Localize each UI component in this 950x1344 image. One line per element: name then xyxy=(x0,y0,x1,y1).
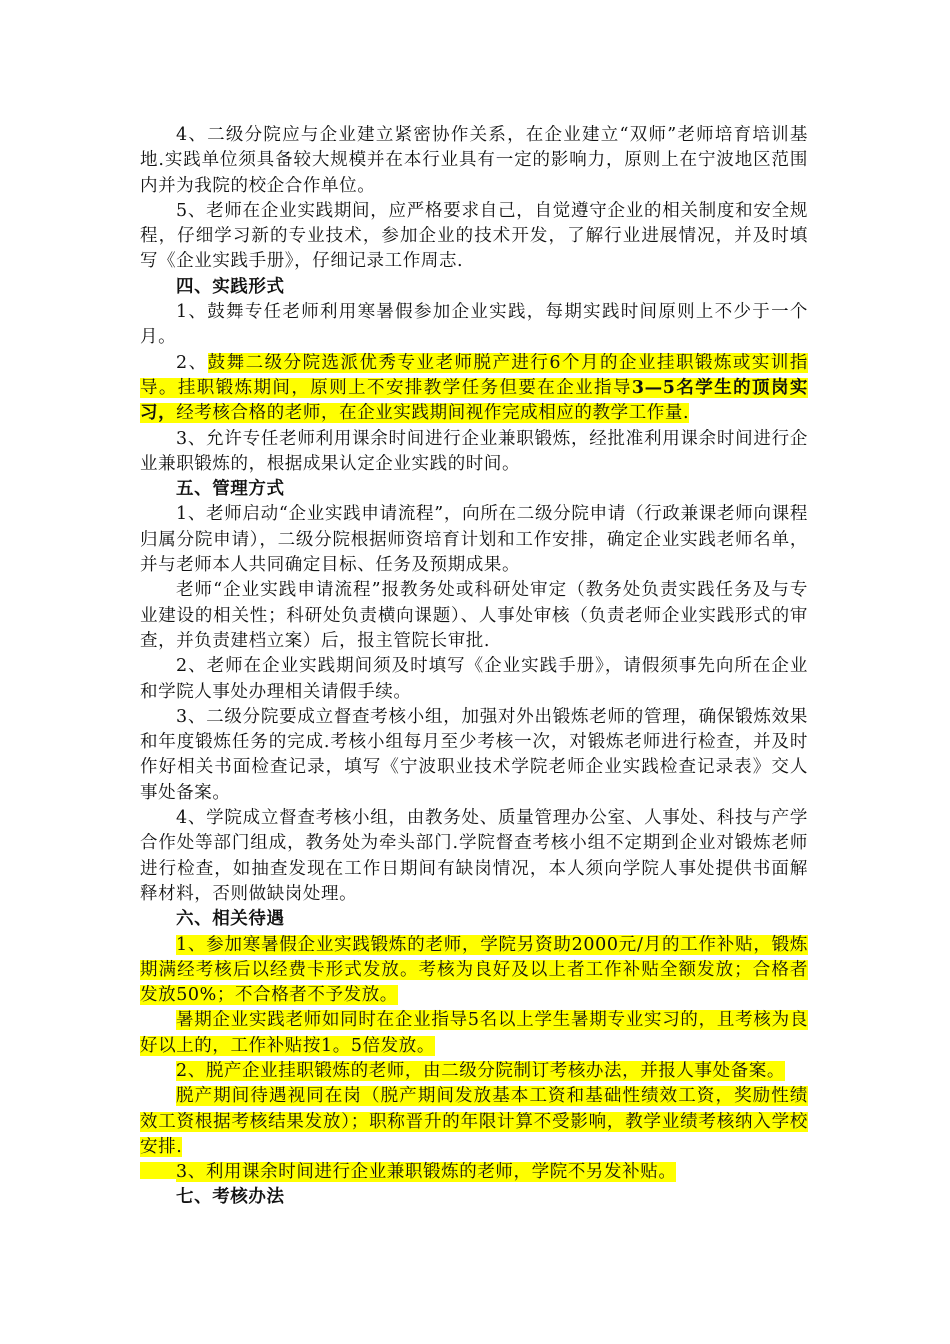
paragraph-3-5: 5、老师在企业实践期间，应严格要求自己，自觉遵守企业的相关制度和安全规程，仔细学习新的专业技术，参加企业的技术开发，了解行业进展情况，并及时填写《企业实践手册》，仔细记录工作周志. xyxy=(140,200,808,272)
paragraph-5-2: 2、老师在企业实践期间须及时填写《企业实践手册》，请假须事先向所在企业和学院人事处办理相关请假手续。 xyxy=(140,656,808,702)
paragraph-6-3 xyxy=(140,1160,808,1185)
paragraph-4-3: 3、允许专任老师利用课余时间进行企业兼职锻炼，经批准利用课余时间进行企业兼职锻炼的，根据成果认定企业实践的时间。 xyxy=(140,428,808,474)
document-body xyxy=(140,123,808,1211)
paragraph-6-1 xyxy=(140,933,808,1009)
paragraph-6-1b xyxy=(140,1008,808,1059)
highlight-6-1b: 暑期企业实践老师如同时在企业指导5名以上学生暑期专业实习的，且考核为良好以上的，工作补贴按1。5倍发放。 xyxy=(140,1010,808,1056)
paragraph-4-2-number: 2、 xyxy=(176,352,208,373)
section-heading-4: 四、实践形式 xyxy=(176,276,285,297)
paragraph-5-1: 1、老师启动“企业实践申请流程”，向所在二级分院申请（行政兼课老师向课程归属分院申请），二级分院根据师资培育计划和工作安排，确定企业实践老师名单，并与老师本人共同确定目标、任务及预期成果。 xyxy=(140,504,808,576)
paragraph-6-2 xyxy=(140,1059,808,1084)
highlight-6-2b: 脱产期间待遇视同在岗（脱产期间发放基本工资和基础性绩效工资，奖励性绩效工资根据考核结果发放）；职称晋升的年限计算不受影响，教学业绩考核纳入学校安排. xyxy=(140,1086,808,1157)
highlight-4-2c: 经考核合格的老师，在企业实践期间视作完成相应的教学工作量. xyxy=(176,403,690,424)
paragraph-5-4: 4、学院成立督查考核小组，由教务处、质量管理办公室、人事处、科技与产学合作处等部门组成，教务处为牵头部门.学院督查考核小组不定期到企业对锻炼老师进行检查，如抽查发现在工作日期间有缺岗情况，本人须向学院人事处提供书面解释材料，否则做缺岗处理。 xyxy=(140,808,808,904)
highlight-4-2-bold: 3—5名学生的顶岗实习， xyxy=(140,377,808,424)
highlight-4-2a: 鼓舞二级分院选派优秀专业老师脱产进行6个月的企业挂职锻炼或实训指导。挂职锻炼期间，原则上不安排教学任务但要在企业指导 xyxy=(140,352,808,398)
paragraph-5-1b: 老师“企业实践申请流程”报教务处或科研处审定（教务处负责实践任务及与专业建设的相关性；科研处负责横向课题）、人事处审核（负责老师企业实践形式的审查，并负责建档立案）后，报主管院长审批. xyxy=(140,580,808,651)
section-heading-5: 五、管理方式 xyxy=(176,479,285,500)
paragraph-3-4: 4、二级分院应与企业建立紧密协作关系，在企业建立“双师”老师培育培训基地.实践单位须具备较大规模并在本行业具有一定的影响力，原则上在宁波地区范围内并为我院的校企合作单位。 xyxy=(140,125,808,196)
paragraph-6-2b xyxy=(140,1084,808,1160)
highlight-6-3: 3、利用课余时间进行企业兼职锻炼的老师，学院不另发补贴。 xyxy=(176,1162,677,1183)
paragraph-5-3: 3、二级分院要成立督查考核小组，加强对外出锻炼老师的管理，确保锻炼效果和年度锻炼任务的完成.考核小组每月至少考核一次，对锻炼老师进行检查，并及时作好相关书面检查记录，填写《宁波职业技术学院老师企业实践检查记录表》交人事处备案。 xyxy=(140,706,808,803)
highlight-indent xyxy=(140,1162,176,1180)
highlight-6-1: 1、参加寒暑假企业实践锻炼的老师，学院另资助2000元/月的工作补贴，锻炼期满经考核后以经费卡形式发放。考核为良好及以上者工作补贴全额发放；合格者发放50%；不合格者不予发放。 xyxy=(140,934,808,1006)
section-heading-6: 六、相关待遇 xyxy=(176,909,285,930)
paragraph-4-1: 1、鼓舞专任老师利用寒暑假参加企业实践，每期实践时间原则上不少于一个月。 xyxy=(140,302,808,348)
highlight-6-2: 2、脱产企业挂职锻炼的老师，由二级分院制订考核办法，并报人事处备案。 xyxy=(176,1060,786,1081)
paragraph-4-2 xyxy=(140,351,808,427)
section-heading-7: 七、考核办法 xyxy=(176,1187,285,1208)
